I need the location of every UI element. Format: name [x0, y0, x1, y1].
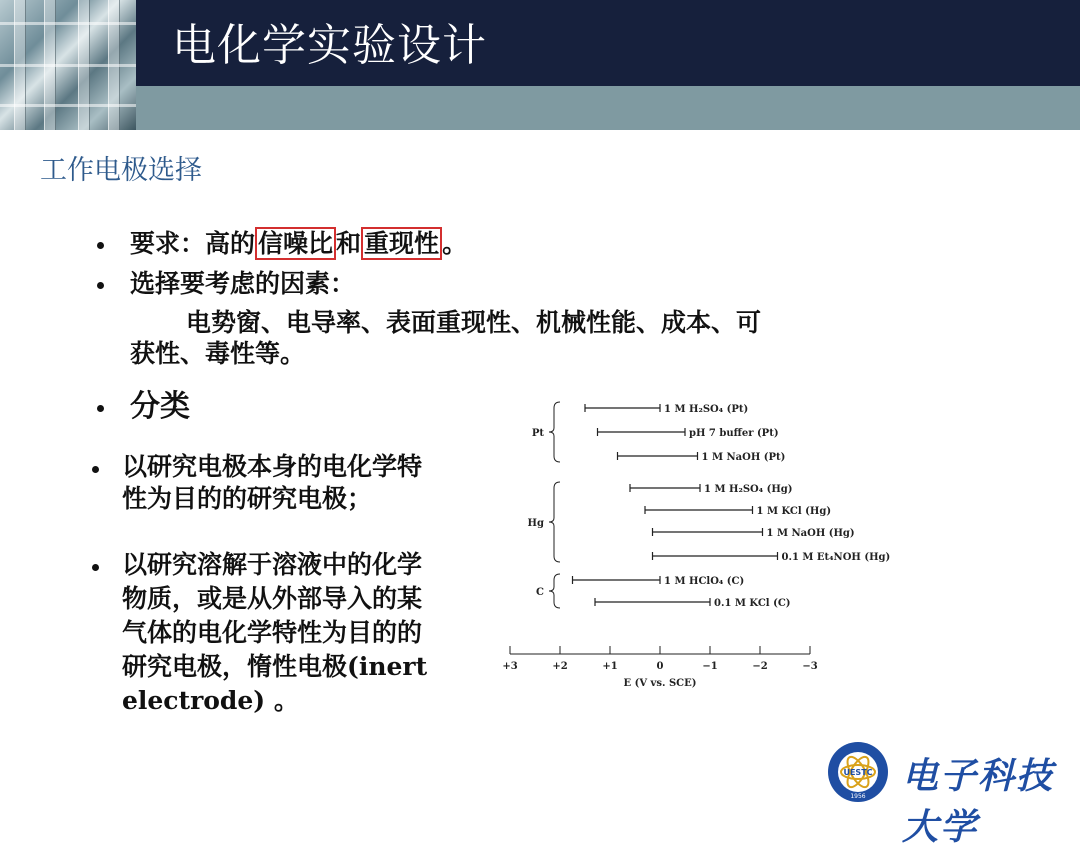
- x-tick-label: 0: [656, 661, 664, 672]
- range-bar-label: 1 M HClO₄ (C): [664, 576, 745, 587]
- x-tick-label: +3: [502, 661, 518, 672]
- bullet-dot: [97, 405, 104, 412]
- x-tick-label: −2: [752, 661, 768, 672]
- group-brace: [549, 574, 560, 608]
- class2-line-1: 以研究溶解于溶液中的化学: [122, 550, 423, 579]
- group-brace: [549, 482, 560, 562]
- x-tick-label: +2: [552, 661, 568, 672]
- range-bar-label: 1 M H₂SO₄ (Pt): [664, 404, 749, 415]
- class1-line-1: 以研究电极本身的电化学特: [122, 452, 423, 481]
- class2-line-5: electrode) 。: [122, 686, 299, 715]
- req-end: 。: [442, 229, 468, 258]
- section-subtitle: 工作电极选择: [40, 155, 202, 186]
- x-tick-label: −1: [702, 661, 718, 672]
- requirement-bullet: [130, 228, 467, 260]
- highlight-reproducibility: 重现性: [361, 227, 442, 260]
- group-label: Hg: [527, 518, 544, 529]
- range-bar-label: 1 M KCl (Hg): [756, 506, 832, 517]
- bullet-dot: [92, 564, 99, 571]
- x-axis-label: E (V vs. SCE): [623, 678, 697, 689]
- range-bar-label: 0.1 M Et₄NOH (Hg): [781, 552, 891, 563]
- bullet-dot: [92, 466, 99, 473]
- svg-text:1956: 1956: [850, 793, 866, 800]
- class2-line-2: 物质，或是从外部导入的某: [122, 584, 423, 613]
- range-bar-label: 1 M NaOH (Hg): [766, 528, 855, 539]
- group-label: Pt: [531, 428, 544, 439]
- factors-line-1: 电势窗、电导率、表面重现性、机械性能、成本、可: [186, 308, 762, 337]
- bullet-dot: [97, 282, 104, 289]
- factors-line-2: 获性、毒性等。: [130, 339, 306, 368]
- header-subband: [0, 86, 1080, 130]
- lab-glassware-image: [0, 0, 136, 130]
- range-bar-label: pH 7 buffer (Pt): [689, 428, 779, 439]
- header-band: [0, 0, 1080, 86]
- potential-window-chart: [500, 392, 900, 702]
- page-title: 电化学实验设计: [172, 20, 487, 71]
- range-bar-label: 1 M H₂SO₄ (Hg): [704, 484, 793, 495]
- bullet-dot: [97, 242, 104, 249]
- highlight-snr: 信噪比: [255, 227, 336, 260]
- x-tick-label: −3: [802, 661, 818, 672]
- svg-text:UESTC: UESTC: [843, 768, 873, 777]
- class2-line-3: 气体的电化学特性为目的的: [122, 618, 423, 647]
- range-bar-label: 1 M NaOH (Pt): [701, 452, 786, 463]
- class2-line-4: 研究电极，惰性电极(inert: [122, 652, 428, 681]
- university-seal-logo: [826, 740, 890, 804]
- x-tick-label: +1: [602, 661, 618, 672]
- req-mid: 和: [336, 229, 362, 258]
- group-label: C: [536, 587, 544, 598]
- range-bar-label: 0.1 M KCl (C): [714, 598, 791, 609]
- classification-title: 分类: [130, 389, 190, 424]
- group-brace: [549, 402, 560, 462]
- university-name-logo: 电子科技大学: [902, 755, 1055, 848]
- factors-title: 选择要考虑的因素：: [130, 269, 356, 298]
- class1-line-2: 性为目的的研究电极；: [122, 484, 373, 513]
- req-prefix: 要求：高的: [130, 229, 256, 258]
